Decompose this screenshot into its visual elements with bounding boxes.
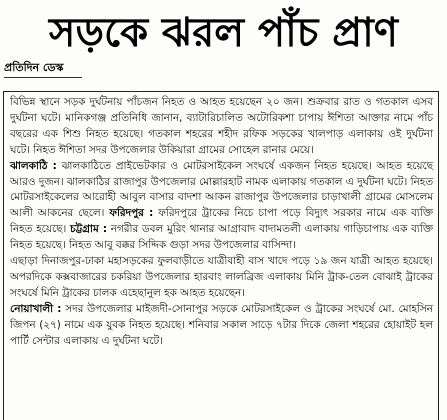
dateline-faridpur: ফরিদপুর :	[109, 207, 154, 220]
desk-underline	[4, 77, 82, 78]
desk-credit: প্রতিদিন ডেস্ক	[4, 61, 64, 74]
headline: সড়কে ঝরল পাঁচ প্রাণ	[49, 10, 398, 56]
article-box	[3, 91, 439, 420]
paragraph-faridpur: ফরিদপুরে ট্রাকের নিচে চাপা পড়ে বিদ্যুৎ সরকার নামে এক ব্যক্তি নিহত হয়েছে।	[10, 207, 433, 236]
dateline-noakhali: নোয়াখালী :	[10, 302, 62, 315]
dateline-jhalakathi: ঝালকাঠি :	[10, 159, 57, 172]
paragraph-chattogram: নগরীর ডবল মুরিং থানার আগ্রাবাদ বাদামতলী এলাকায় গাড়িচাপায় এক ব্যক্তি নিহত হয়েছে। নিহত আবু বক্কর সিদ্দিক গুড়া সদর উপজেলার বাসিন্দা।	[10, 223, 433, 252]
article-body	[10, 95, 433, 350]
dateline-chattogram: চট্টগ্রাম :	[69, 223, 107, 236]
paragraph-jhalakathi: ঝালকাঠিতে প্রাইভেটকার ও মোটরসাইকেল সংঘর্ষে একজন নিহত হয়েছে। আহত হয়েছে আরও দুজন। ঝালকাঠির রাজাপুর উপজেলার মোল্লারহাট নামক এলাকায় গতকাল এ দুর্ঘটনা ঘটে। নিহত মোটরসাইকেলের আরোহী আবুল বাসার বাদশা আকন রাজাপুর উপজেলার চাড়াখালী গ্রামের মোসলেম আলী আকনের ছেলে।	[10, 159, 433, 220]
paragraph-manikganj: বিভিন্ন স্থানে সড়ক দুর্ঘটনায় পাঁচজন নিহত ও আহত হয়েছেন ২০ জন। শুক্রবার রাত ও গতকাল এসব দুর্ঘটনা ঘটে। মানিকগঞ্জ প্রতিনিধি জানান, ব্যাটারিচালিত অটোরিকশা চাপায় ঈশিতা আক্তার নামে পাঁচ বছরের এক শিশু নিহত হয়েছে। গতকাল শহরের শহীদ রফিক সড়কের খালপাড় এলাকায় ওই দুর্ঘটনা ঘটে। নিহত ঈশিতা সদর উপজেলার উকিয়ারা গ্রামের সোহেল রানার মেয়ে।	[10, 96, 433, 156]
paragraph-dinajpur-coxsbazar: এছাড়া দিনাজপুর-ঢাকা মহাসড়কের ফুলবাড়ীতে যাত্রীবাহী বাস খাদে পড়ে ১৯ জন যাত্রী আহত হয়েছে। অপরদিকে কক্সবাজারের চকরিয়া উপজেলার হারবাং লালব্রিজ এলাকায় মিনি ট্রাক-তেল বোঝাই ট্রাকের সংঘর্ষে মিনি ট্রাকের চালক এহেছানুল হক আহত হয়েছেন।	[10, 255, 433, 299]
paragraph-noakhali: সদর উপজেলার মাইজদী-সোনাপুর সড়কে মোটরসাইকেল ও ট্রাকের সংঘর্ষে মো. মোহসিন জিপন (২৭) নামে এক যুবক নিহত হয়েছে। শনিবার সকাল সাড়ে ৭টার দিকে জেলা শহরের হোয়াইট হল পার্টি সেন্টার এলাকায় এ দুর্ঘটনা ঘটে।	[10, 302, 434, 347]
